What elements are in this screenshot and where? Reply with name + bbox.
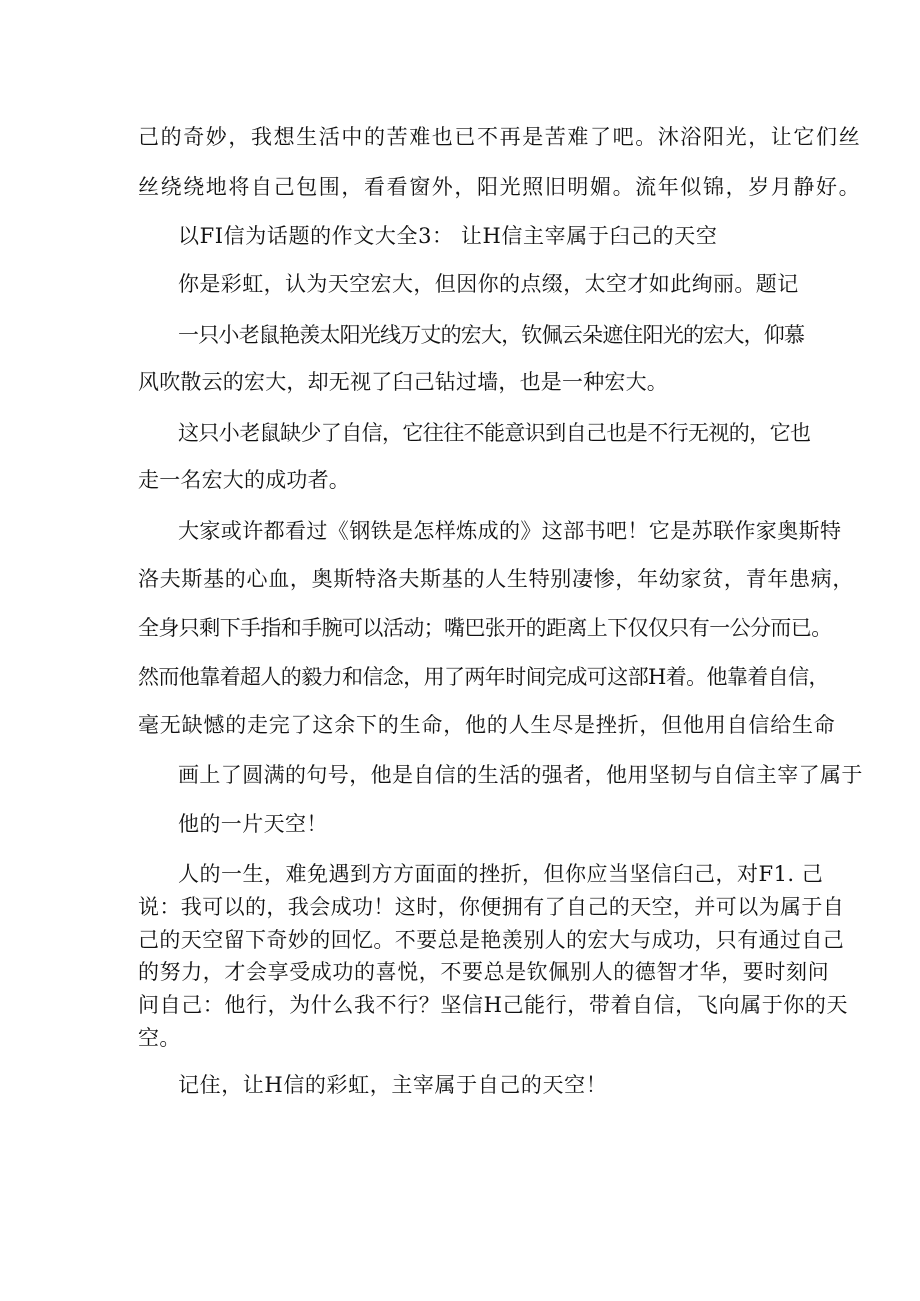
text-line: 问自己：他行，为什么我不行？坚信H己能行，带着自信，飞向属于你的天 (138, 993, 849, 1017)
text-line: 然而他靠着超人的毅力和信念，用了两年时间完成可这部H着。他靠着自信， (138, 665, 829, 689)
text-line: 大家或许都看过《钢铁是怎样炼成的》这部书吧！它是苏联作家奥斯特 (178, 519, 842, 543)
text-line: 己的奇妙，我想生活中的苦难也已不再是苦难了吧。沐浴阳光，让它们丝 (138, 125, 862, 149)
text-line: 风吹散云的宏大，却无视了臼己钻过墙，也是一种宏大。 (138, 370, 668, 394)
text-line: 你是彩虹，认为天空宏大，但因你的点缀，太空才如此绚丽。题记 (178, 272, 799, 296)
text-line: 的努力，才会享受成功的喜悦，不要总是钦佩别人的德智才华，要时刻问 (138, 960, 830, 984)
text-line: 画上了圆满的句号，他是自信的生活的强者，他用坚韧与自信主宰了属于 (178, 763, 863, 787)
text-line: 记住，让H信的彩虹，主宰属于自己的天空！ (178, 1073, 608, 1097)
text-line: 全身只剩下手指和手腕可以活动；嘴巴张开的距离上下仅仅只有一公分而已。 (138, 616, 832, 640)
text-line: 这只小老鼠缺少了自信，它往往不能意识到自己也是不行无视的，它也 (178, 421, 811, 445)
text-line: 洛夫斯基的心血，奥斯特洛夫斯基的人生特别凄惨，年幼家贫，青年患病， (138, 567, 855, 591)
text-line: 己的天空留下奇妙的回忆。不要总是艳羡别人的宏大与成功，只有通过自己 (138, 928, 845, 952)
text-line: 说：我可以的，我会成功！这时，你便拥有了自己的天空，并可以为属于自 (138, 895, 845, 919)
text-line: 人的一生，难免遇到方方面面的挫折，但你应当坚信臼己，对F1. 己 (178, 862, 824, 886)
text-line: 他的一片天空！ (178, 812, 328, 836)
text-line: 空。 (138, 1026, 181, 1050)
text-line: 丝绕绕地将自己包围，看看窗外，阳光照旧明媚。流年似锦，岁月静好。 (138, 175, 862, 199)
section-heading: 以FI信为话题的作文大全3： 让H信主宰属于臼己的天空 (178, 224, 718, 248)
text-line: 毫无缺憾的走完了这余下的生命，他的人生尽是挫折，但他用自信给生命 (138, 713, 836, 737)
text-line: 一只小老鼠艳羡太阳光线万丈的宏大，钦佩云朵遮住阳光的宏大，仰慕 (178, 323, 805, 347)
text-line: 走一名宏大的成功者。 (138, 468, 350, 492)
